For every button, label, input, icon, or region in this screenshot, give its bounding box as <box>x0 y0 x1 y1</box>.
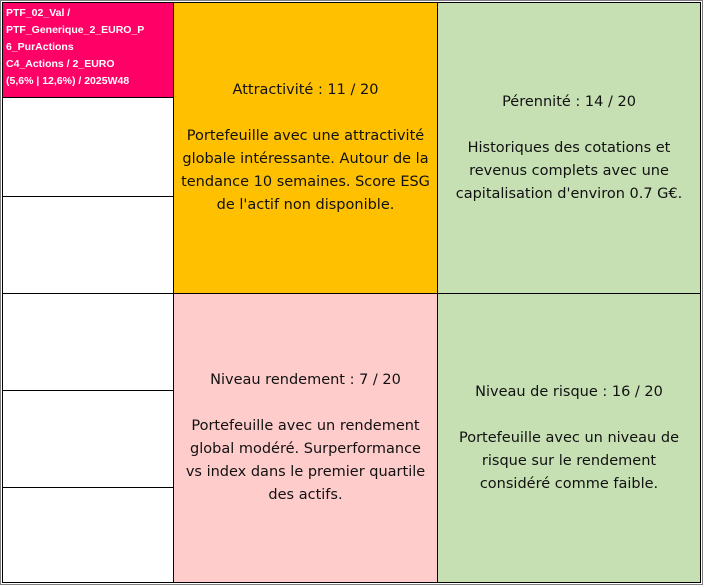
risque-title: Niveau de risque : 16 / 20 <box>475 383 663 400</box>
header-line-3: 6_PurActions <box>6 41 74 53</box>
rendement-panel <box>173 293 438 583</box>
empty-cell-2 <box>2 196 174 294</box>
perennite-panel <box>437 2 701 294</box>
rendement-description: Portefeuille avec un rendement global modéré. Surperformance vs index dans le premier quartile des actifs. <box>185 418 426 503</box>
rendement-title: Niveau rendement : 7 / 20 <box>210 372 401 388</box>
perennite-description: Historiques des cotations et revenus complets avec une capitalisation d'environ 0.7 G€. <box>455 139 683 202</box>
portfolio-header <box>2 2 174 98</box>
empty-cell-1 <box>2 97 174 197</box>
empty-cell-5 <box>2 487 174 583</box>
header-line-1: PTF_02_Val / <box>6 7 71 19</box>
header-line-4: C4_Actions / 2_EURO <box>6 58 115 70</box>
risque-description: Portefeuille avec un niveau de risque sur le rendement considéré comme faible. <box>459 429 679 492</box>
attractivite-title: Attractivité : 11 / 20 <box>232 82 379 98</box>
attractivite-description: Portefeuille avec une attractivité globale intéressante. Autour de la tendance 10 semaines. Score ESG de l'actif non disponible. <box>181 128 430 213</box>
header-line-5: (5,6% | 12,6%) / 2025W48 <box>6 75 130 87</box>
perennite-title: Pérennité : 14 / 20 <box>502 93 636 110</box>
header-line-2: PTF_Generique_2_EURO_P <box>6 24 145 36</box>
attractivite-panel <box>173 2 438 294</box>
empty-cell-4 <box>2 390 174 488</box>
empty-cell-3 <box>2 293 174 391</box>
risque-panel <box>437 293 701 583</box>
